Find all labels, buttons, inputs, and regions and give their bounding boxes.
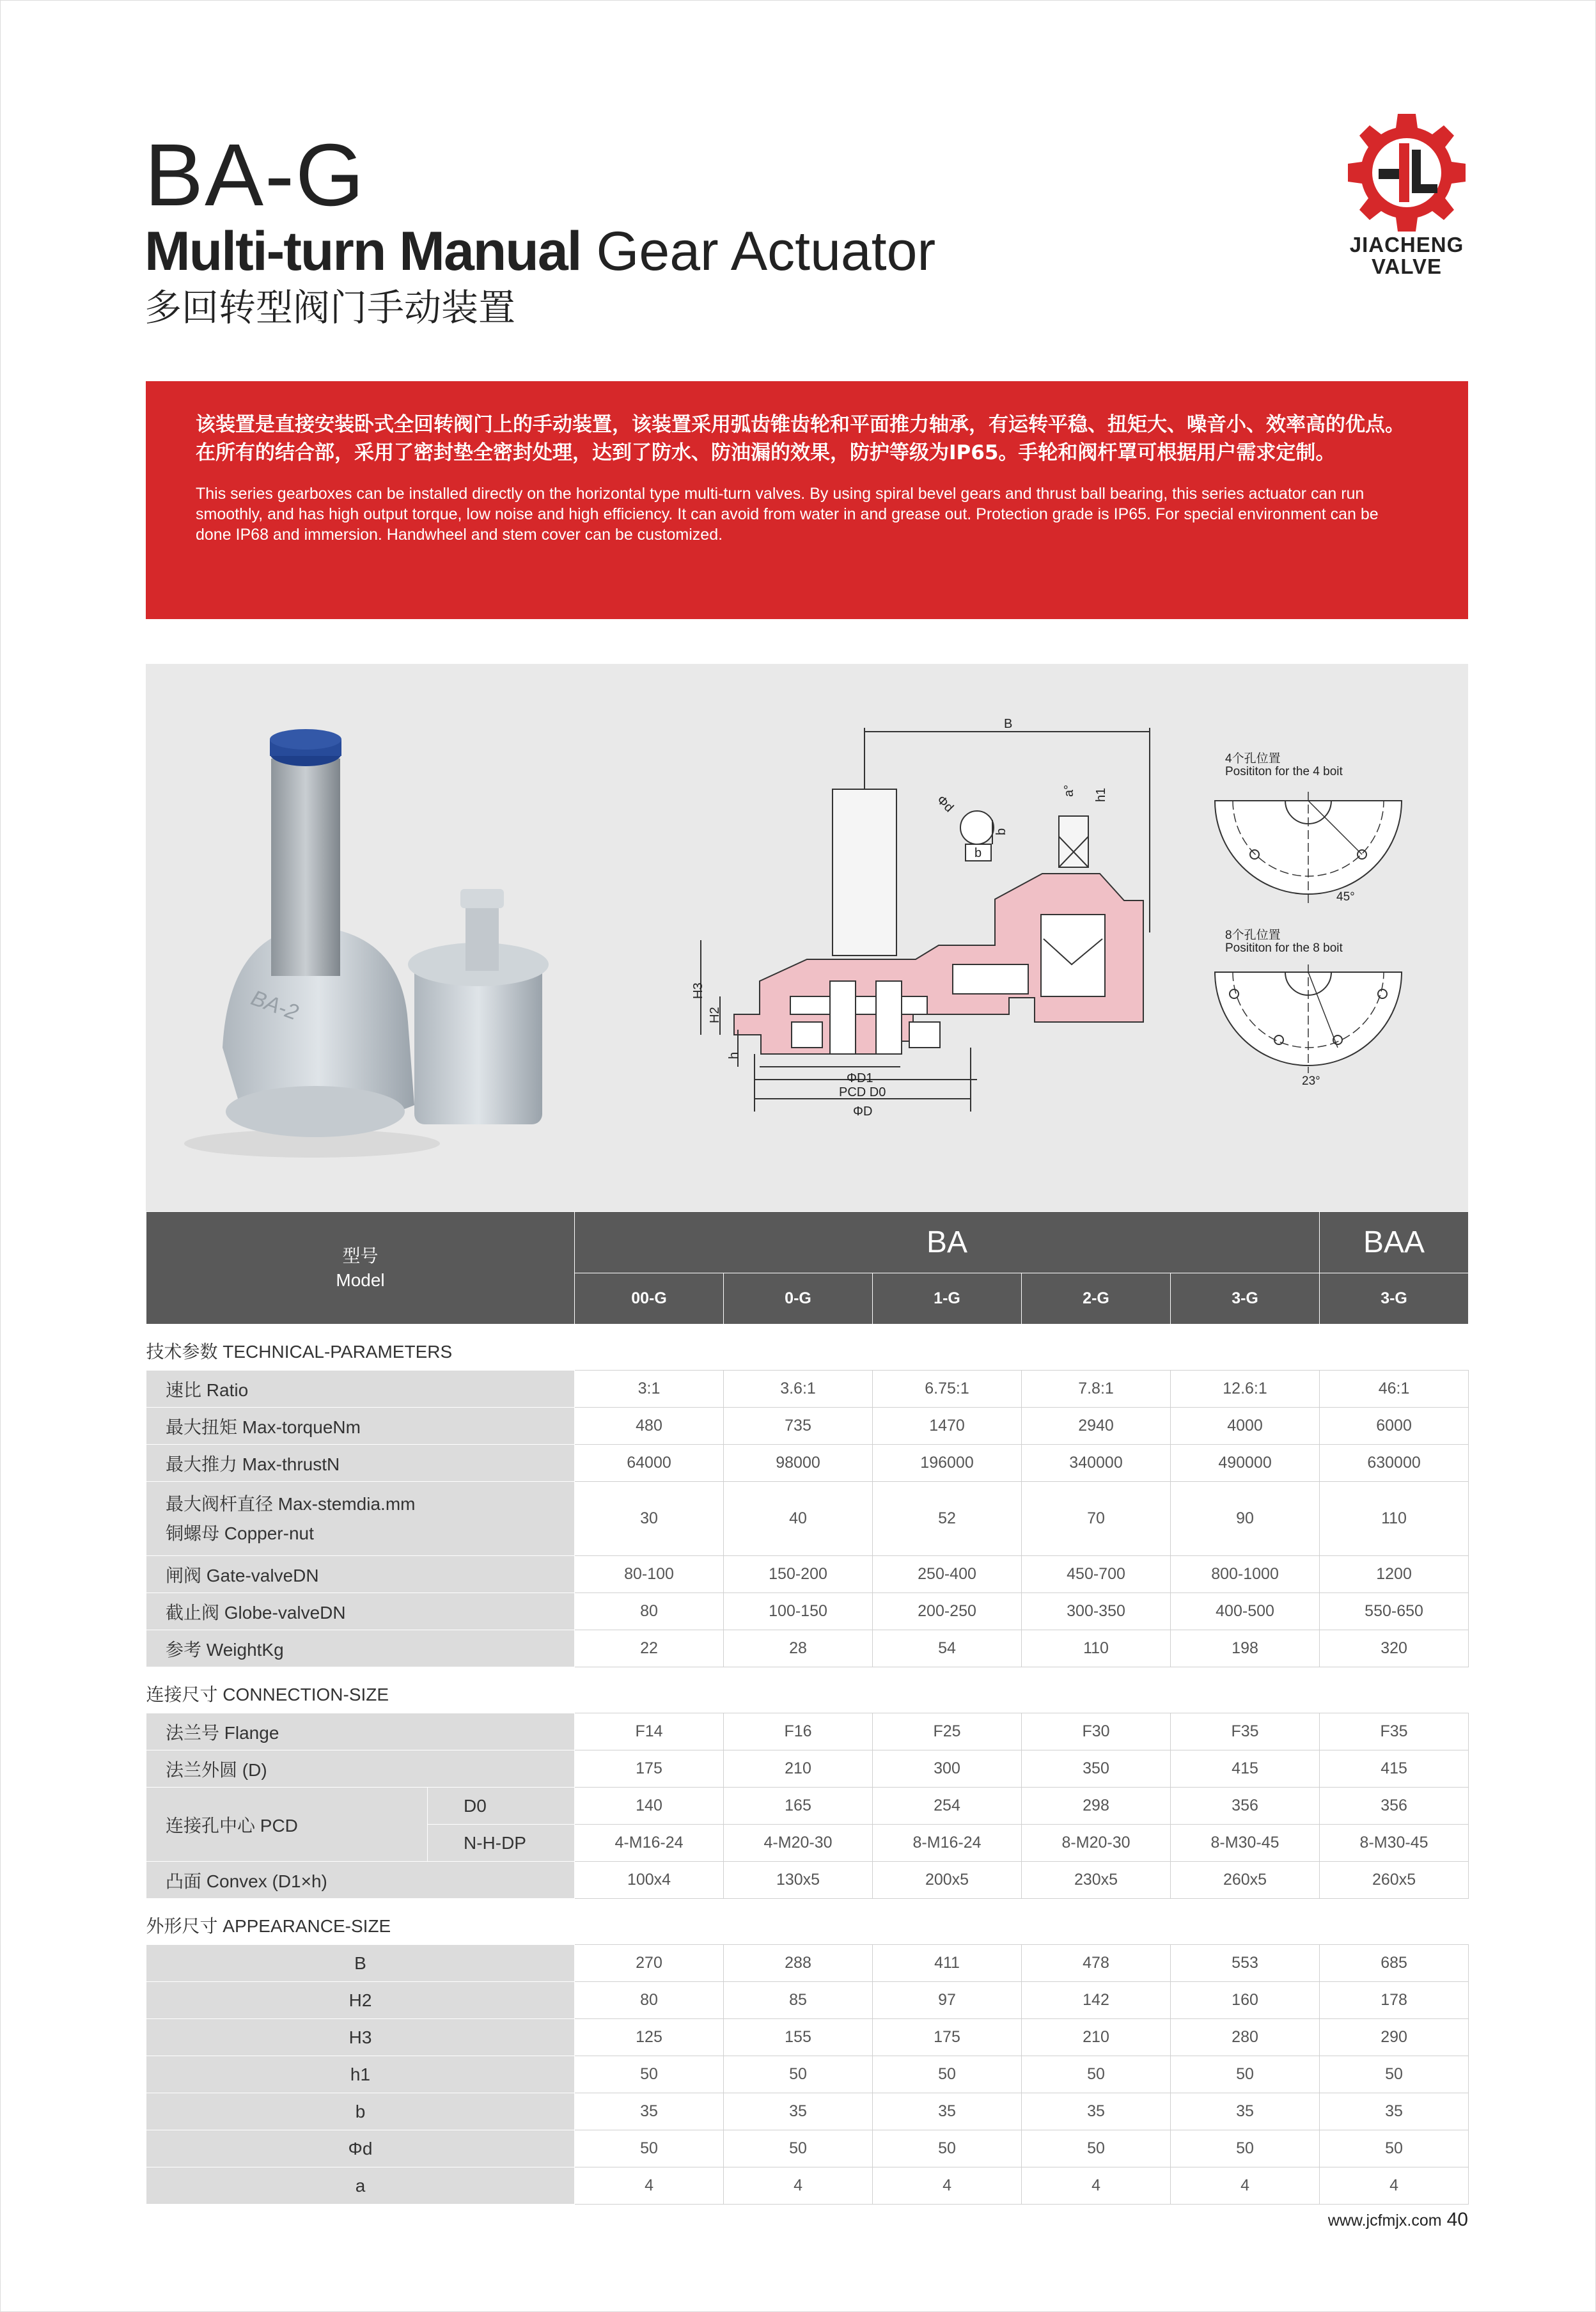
bolt4-label-en: Posititon for the 4 boit <box>1225 765 1343 778</box>
table-cell: 400-500 <box>1171 1593 1320 1630</box>
table-cell: 356 <box>1171 1788 1320 1825</box>
table-cell: 97 <box>873 1982 1022 2019</box>
row-label: b <box>146 2093 575 2130</box>
table-cell: 320 <box>1320 1630 1469 1667</box>
table-cell: 8-M30-45 <box>1171 1825 1320 1862</box>
table-cell: 8-M30-45 <box>1320 1825 1469 1862</box>
product-image <box>184 729 549 1158</box>
table-cell: 550-650 <box>1320 1593 1469 1630</box>
column-header: 2-G <box>1022 1273 1171 1325</box>
table-cell: 50 <box>575 2130 724 2167</box>
column-header: 3-G <box>1171 1273 1320 1325</box>
row-label: 最大推力 Max-thrustN <box>146 1445 575 1482</box>
table-cell: 85 <box>724 1982 873 2019</box>
table-cell: 480 <box>575 1408 724 1445</box>
table-cell: 4-M16-24 <box>575 1825 724 1862</box>
table-cell: 280 <box>1171 2019 1320 2056</box>
table-cell: 175 <box>575 1750 724 1788</box>
table-row <box>146 1713 1469 1750</box>
gear-logo-icon <box>1343 109 1471 237</box>
table-cell: 300-350 <box>1022 1593 1171 1630</box>
table-cell: 4 <box>724 2167 873 2205</box>
row-label: B <box>146 1945 575 1982</box>
intro-text-en: This series gearboxes can be installed directly on the horizontal type multi-turn valves. By using spiral bevel gears and thrust ball bearing, this series actuator can run smoothly, and has high output torque, low noise and high efficiency. It can avoid from water in and grease out. Protection grade is IP65. For special environment can be done IP68 and immersion. Handwheel and stem cover can be customized. <box>196 485 1379 544</box>
header-model-en: Model <box>336 1270 385 1290</box>
logo-text <box>1335 234 1478 278</box>
table-cell: 175 <box>873 2019 1022 2056</box>
dim-phid: Φd <box>934 792 957 815</box>
table-cell: 350 <box>1022 1750 1171 1788</box>
table-cell: 150-200 <box>724 1556 873 1593</box>
bolt4-diagram <box>1215 751 1402 904</box>
table-cell: 270 <box>575 1945 724 1982</box>
table-cell: 4-M20-30 <box>724 1825 873 1862</box>
table-cell: 478 <box>1022 1945 1171 1982</box>
table-cell: 80 <box>575 1593 724 1630</box>
table-cell: 4 <box>1171 2167 1320 2205</box>
table-cell: 1200 <box>1320 1556 1469 1593</box>
table-row <box>146 1371 1469 1408</box>
bolt8-diagram <box>1215 928 1402 1088</box>
table-cell: 155 <box>724 2019 873 2056</box>
table-cell: 356 <box>1320 1788 1469 1825</box>
bolt8-angle: 23° <box>1302 1074 1320 1088</box>
table-row <box>146 2093 1469 2130</box>
row-sublabel: D0 <box>428 1788 575 1825</box>
row-label: 速比 Ratio <box>146 1371 575 1408</box>
table-cell: 198 <box>1171 1630 1320 1667</box>
page-title <box>145 221 936 282</box>
section-connection: 连接尺寸 CONNECTION-SIZE <box>146 1667 1469 1713</box>
table-row <box>146 1750 1469 1788</box>
table-cell: 8-M20-30 <box>1022 1825 1171 1862</box>
table-row <box>146 1482 1469 1556</box>
table-cell: 800-1000 <box>1171 1556 1320 1593</box>
table-cell: 4000 <box>1171 1408 1320 1445</box>
footer <box>1328 2209 1468 2231</box>
table-cell: 35 <box>724 2093 873 2130</box>
table-cell: 30 <box>575 1482 724 1556</box>
table-cell: 50 <box>724 2056 873 2093</box>
row-label: Φd <box>146 2130 575 2167</box>
table-cell: 110 <box>1022 1630 1171 1667</box>
column-header: 0-G <box>724 1273 873 1325</box>
table-cell: 50 <box>873 2056 1022 2093</box>
table-row <box>146 1445 1469 1482</box>
header-model <box>146 1212 575 1325</box>
table-cell: 46:1 <box>1320 1371 1469 1408</box>
row-label: 凸面 Convex (D1×h) <box>146 1862 575 1899</box>
table-cell: 50 <box>575 2056 724 2093</box>
table-cell: 35 <box>575 2093 724 2130</box>
dim-b2: b <box>994 828 1008 835</box>
table-cell: F25 <box>873 1713 1022 1750</box>
table-cell: 260x5 <box>1171 1862 1320 1899</box>
dim-D0: PCD D0 <box>839 1085 886 1099</box>
intro-block <box>146 381 1468 619</box>
section-technical: 技术参数 TECHNICAL-PARAMETERS <box>146 1325 1469 1371</box>
column-header: 00-G <box>575 1273 724 1325</box>
table-cell: 630000 <box>1320 1445 1469 1482</box>
table-cell: 70 <box>1022 1482 1171 1556</box>
table-cell: 50 <box>1022 2130 1171 2167</box>
table-cell: 200x5 <box>873 1862 1022 1899</box>
row-label: 闸阀 Gate-valveDN <box>146 1556 575 1593</box>
table-cell: 28 <box>724 1630 873 1667</box>
table-cell: 3:1 <box>575 1371 724 1408</box>
table-cell: 52 <box>873 1482 1022 1556</box>
table-cell: 50 <box>1171 2056 1320 2093</box>
table-row <box>146 1556 1469 1593</box>
table-cell: F35 <box>1320 1713 1469 1750</box>
table-row <box>146 2130 1469 2167</box>
table-cell: 80-100 <box>575 1556 724 1593</box>
table-cell: 411 <box>873 1945 1022 1982</box>
table-row <box>146 1408 1469 1445</box>
table-cell: 6.75:1 <box>873 1371 1022 1408</box>
footer-url: www.jcfmjx.com <box>1327 2212 1442 2229</box>
row-label: H3 <box>146 2019 575 2056</box>
table-row <box>146 1630 1469 1667</box>
table-cell: F16 <box>724 1713 873 1750</box>
column-header: 3-G <box>1320 1273 1469 1325</box>
table-row <box>146 2056 1469 2093</box>
table-cell: 165 <box>724 1788 873 1825</box>
table-cell: 125 <box>575 2019 724 2056</box>
table-row <box>146 1982 1469 2019</box>
section-appearance: 外形尺寸 APPEARANCE-SIZE <box>146 1899 1469 1945</box>
table-cell: 140 <box>575 1788 724 1825</box>
table-cell: 7.8:1 <box>1022 1371 1171 1408</box>
table-cell: 4 <box>873 2167 1022 2205</box>
dim-H2: H2 <box>708 1007 722 1023</box>
table-cell: 6000 <box>1320 1408 1469 1445</box>
table-cell: 290 <box>1320 2019 1469 2056</box>
dim-B: B <box>1004 717 1013 731</box>
table-cell: 98000 <box>724 1445 873 1482</box>
table-cell: 178 <box>1320 1982 1469 2019</box>
table-cell: 130x5 <box>724 1862 873 1899</box>
table-cell: F30 <box>1022 1713 1171 1750</box>
table-cell: 196000 <box>873 1445 1022 1482</box>
row-label: 截止阀 Globe-valveDN <box>146 1593 575 1630</box>
dim-h1: h1 <box>1094 787 1108 802</box>
table-cell: 160 <box>1171 1982 1320 2019</box>
table-cell: 142 <box>1022 1982 1171 2019</box>
table-cell: 22 <box>575 1630 724 1667</box>
table-cell: F14 <box>575 1713 724 1750</box>
table-row <box>146 1593 1469 1630</box>
bolt4-label-cn: 4个孔位置 <box>1225 752 1281 766</box>
page-title-cn: 多回转型阀门手动装置 <box>145 286 516 329</box>
header-model-cn: 型号 <box>342 1245 379 1266</box>
table-cell: 50 <box>873 2130 1022 2167</box>
cross-section-drawing <box>701 728 1150 1112</box>
row-label: 连接孔中心 PCD <box>146 1788 428 1862</box>
table-cell: 210 <box>1022 2019 1171 2056</box>
model-code: BA-G <box>145 126 366 224</box>
row-sublabel: N-H-DP <box>428 1825 575 1862</box>
row-label: H2 <box>146 1982 575 2019</box>
dim-D1: ΦD1 <box>847 1071 873 1085</box>
table-cell: 50 <box>1022 2056 1171 2093</box>
table-cell: 4 <box>1320 2167 1469 2205</box>
title-bold: Multi-turn Manual <box>145 221 581 282</box>
dim-D: ΦD <box>853 1105 873 1119</box>
header-group-ba: BA <box>575 1212 1320 1273</box>
row-label: 最大扭矩 Max-torqueNm <box>146 1408 575 1445</box>
table-row <box>146 1862 1469 1899</box>
logo-line1: JIACHENG <box>1349 233 1464 256</box>
dim-H3: H3 <box>691 982 705 999</box>
table-row <box>146 1788 1469 1825</box>
bolt8-label-en: Posititon for the 8 boit <box>1225 941 1343 955</box>
table-cell: 450-700 <box>1022 1556 1171 1593</box>
intro-text-cn: 该装置是直接安装卧式全回转阀门上的手动装置，该装置采用弧齿锥齿轮和平面推力轴承，有运转平稳、扭矩大、噪音小、效率高的优点。在所有的结合部，采用了密封垫全密封处理，达到了防水、防油漏的效果，防护等级为IP65。手轮和阀杆罩可根据用户需求定制。 <box>196 413 1405 464</box>
figure-panel <box>146 664 1468 1211</box>
table-cell: 2940 <box>1022 1408 1171 1445</box>
table-cell: 8-M16-24 <box>873 1825 1022 1862</box>
bolt4-angle: 45° <box>1336 890 1355 904</box>
row-label: a <box>146 2167 575 2205</box>
table-cell: 50 <box>1320 2130 1469 2167</box>
table-cell: F35 <box>1171 1713 1320 1750</box>
row-label-line: 铜螺母 Copper-nut <box>166 1523 314 1543</box>
table-cell: 415 <box>1171 1750 1320 1788</box>
table-cell: 3.6:1 <box>724 1371 873 1408</box>
table-cell: 100x4 <box>575 1862 724 1899</box>
row-label <box>146 1482 575 1556</box>
table-row <box>146 2167 1469 2205</box>
table-cell: 50 <box>1171 2130 1320 2167</box>
table-cell: 230x5 <box>1022 1862 1171 1899</box>
table-cell: 210 <box>724 1750 873 1788</box>
dim-b: b <box>974 846 982 860</box>
table-cell: 35 <box>1022 2093 1171 2130</box>
table-cell: 64000 <box>575 1445 724 1482</box>
table-cell: 35 <box>1171 2093 1320 2130</box>
table-cell: 12.6:1 <box>1171 1371 1320 1408</box>
table-cell: 260x5 <box>1320 1862 1469 1899</box>
row-label: 参考 WeightKg <box>146 1630 575 1667</box>
row-label: 法兰号 Flange <box>146 1713 575 1750</box>
table-cell: 90 <box>1171 1482 1320 1556</box>
table-cell: 300 <box>873 1750 1022 1788</box>
title-light: Gear Actuator <box>596 221 936 282</box>
product-label: BA-2 <box>247 986 302 1025</box>
table-cell: 250-400 <box>873 1556 1022 1593</box>
logo-line2: VALVE <box>1371 255 1443 278</box>
table-row <box>146 2019 1469 2056</box>
table-cell: 50 <box>724 2130 873 2167</box>
column-header: 1-G <box>873 1273 1022 1325</box>
table-cell: 80 <box>575 1982 724 2019</box>
header-group-baa: BAA <box>1320 1212 1469 1273</box>
table-row <box>146 1945 1469 1982</box>
table-cell: 4 <box>575 2167 724 2205</box>
table-cell: 1470 <box>873 1408 1022 1445</box>
row-label: 法兰外圆 (D) <box>146 1750 575 1788</box>
table-cell: 490000 <box>1171 1445 1320 1482</box>
table-cell: 298 <box>1022 1788 1171 1825</box>
row-label: h1 <box>146 2056 575 2093</box>
table-cell: 200-250 <box>873 1593 1022 1630</box>
dim-h: h <box>727 1051 741 1059</box>
table-cell: 4 <box>1022 2167 1171 2205</box>
table-cell: 40 <box>724 1482 873 1556</box>
table-cell: 340000 <box>1022 1445 1171 1482</box>
spec-table <box>146 1211 1469 2205</box>
table-cell: 110 <box>1320 1482 1469 1556</box>
dim-a: a° <box>1062 784 1076 797</box>
table-cell: 54 <box>873 1630 1022 1667</box>
table-cell: 35 <box>873 2093 1022 2130</box>
page-number: 40 <box>1446 2209 1468 2230</box>
table-cell: 50 <box>1320 2056 1469 2093</box>
table-cell: 735 <box>724 1408 873 1445</box>
table-cell: 288 <box>724 1945 873 1982</box>
table-cell: 415 <box>1320 1750 1469 1788</box>
table-cell: 100-150 <box>724 1593 873 1630</box>
bolt8-label-cn: 8个孔位置 <box>1225 929 1281 942</box>
table-cell: 553 <box>1171 1945 1320 1982</box>
table-cell: 685 <box>1320 1945 1469 1982</box>
table-cell: 35 <box>1320 2093 1469 2130</box>
row-label-line: 最大阀杆直径 Max-stemdia.mm <box>166 1493 416 1514</box>
table-cell: 254 <box>873 1788 1022 1825</box>
